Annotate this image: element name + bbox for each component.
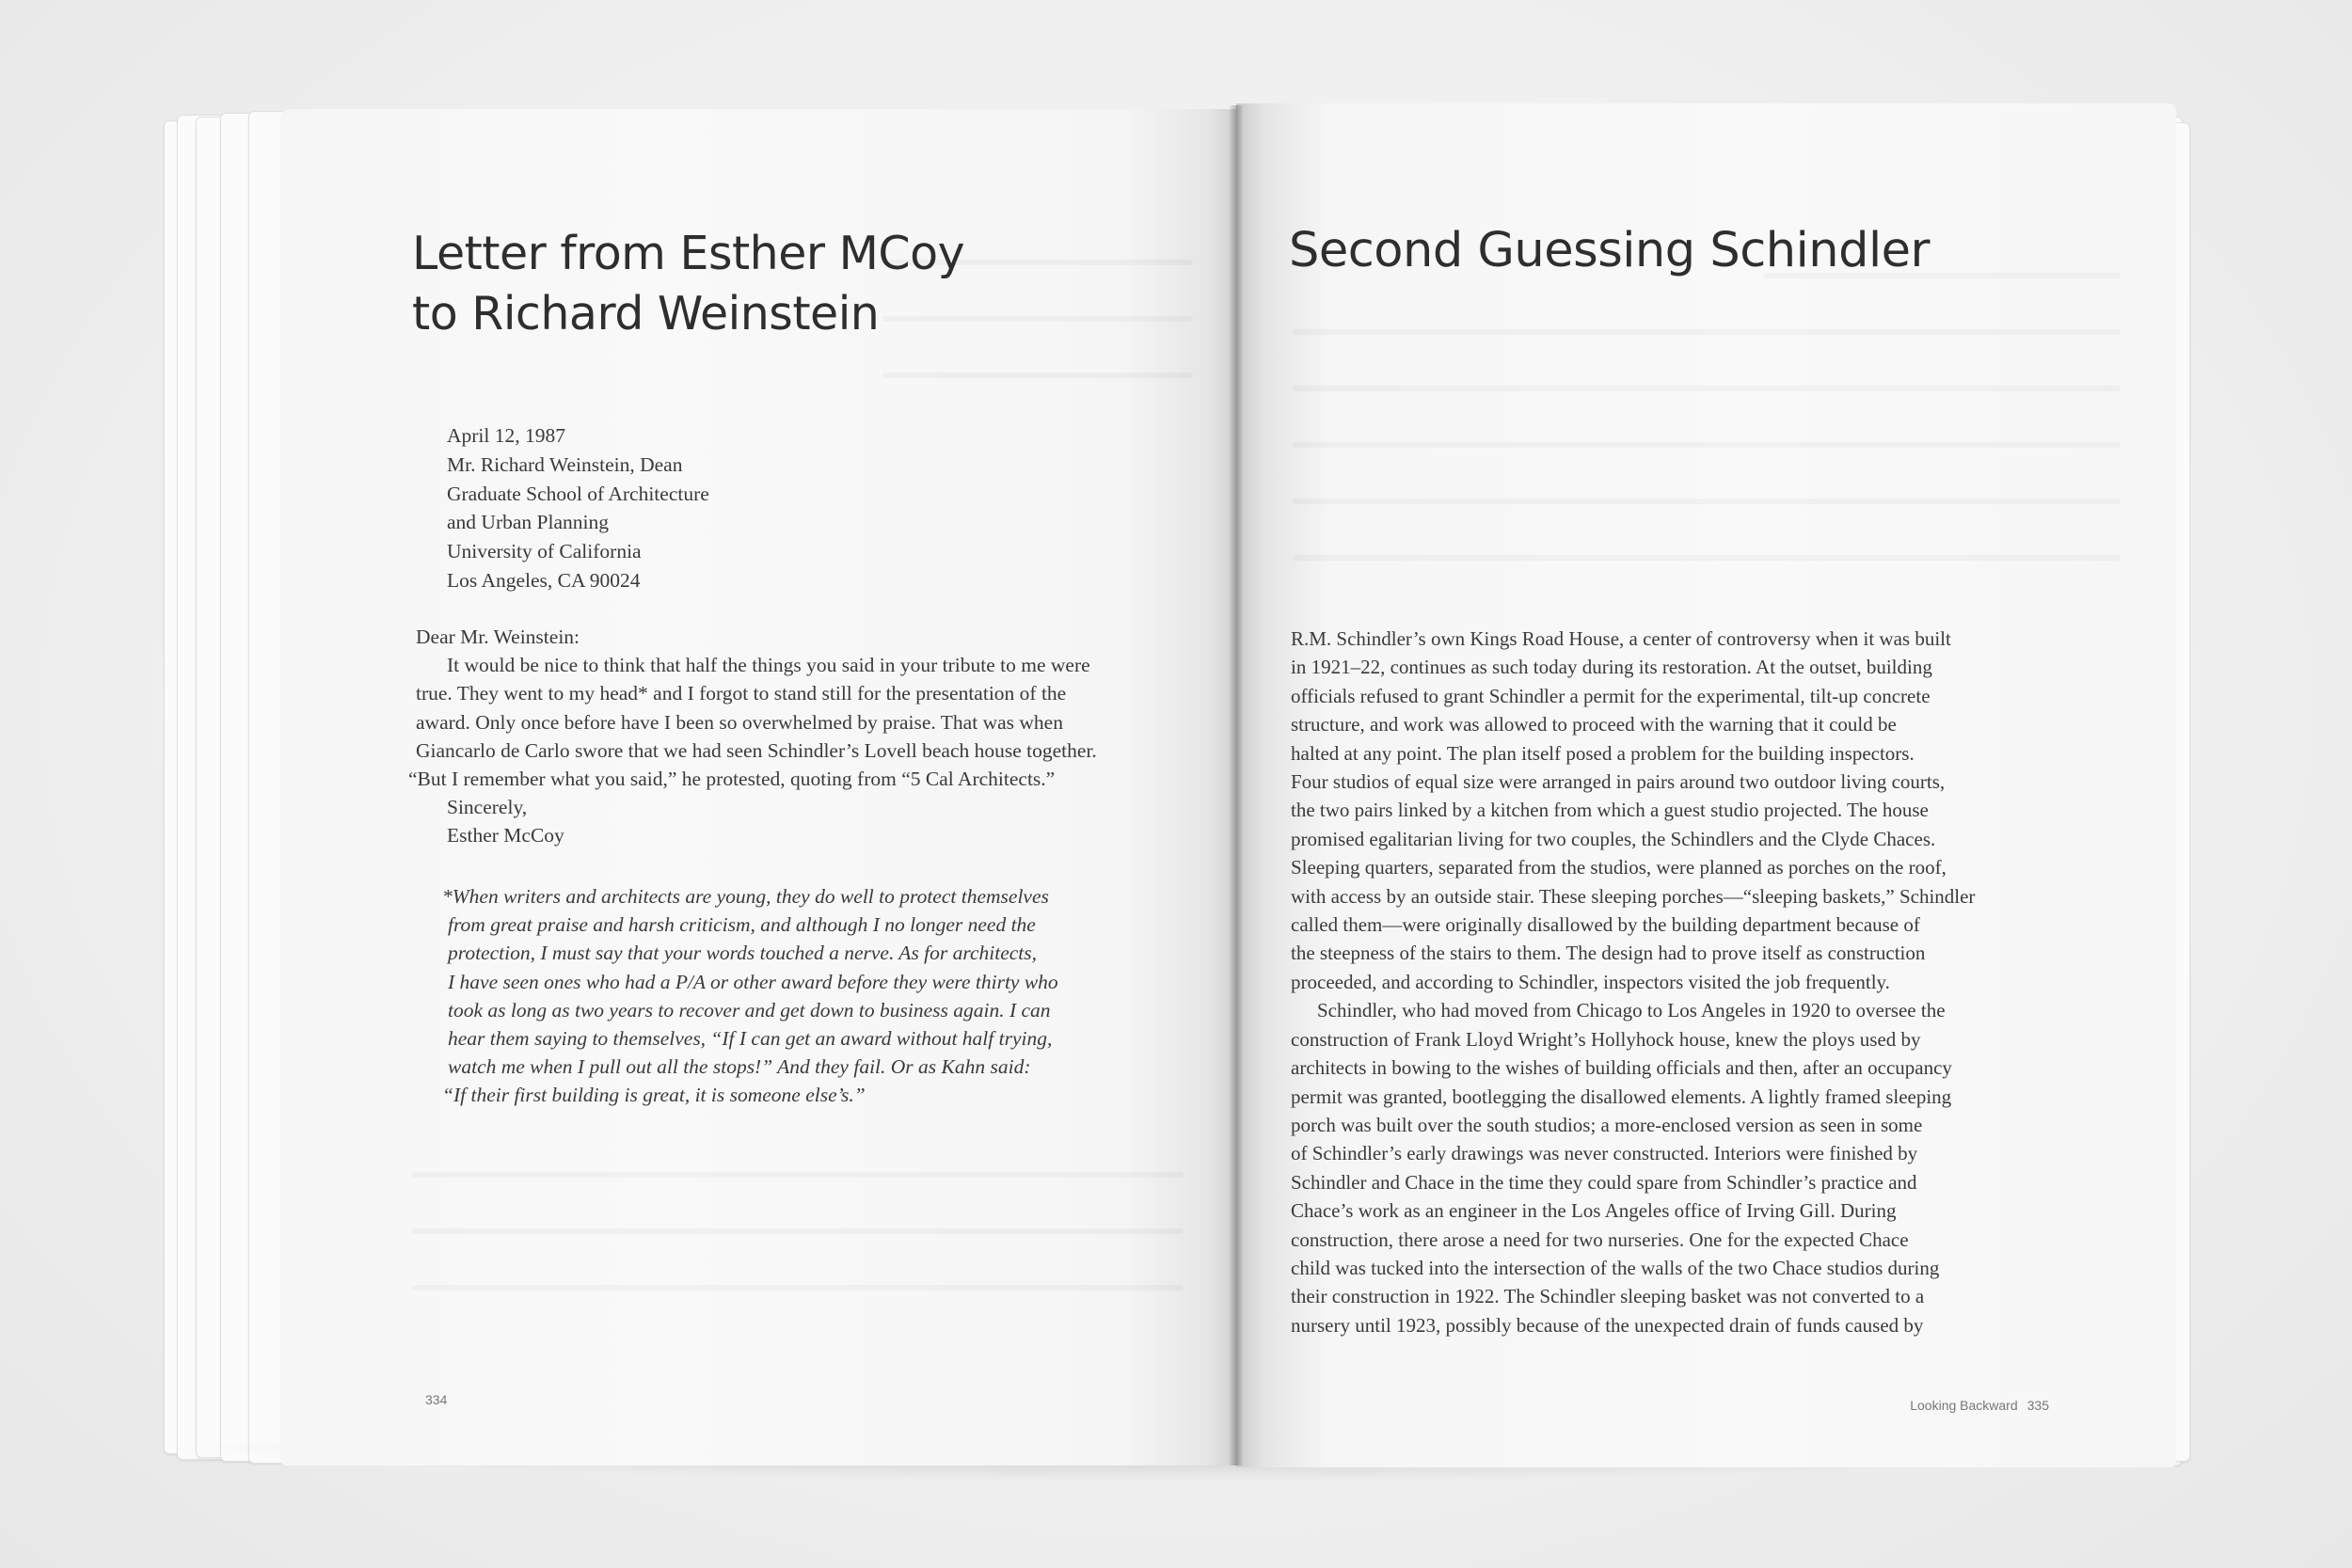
page-number-right: 335 xyxy=(2026,1398,2049,1413)
signature: Esther McCoy xyxy=(447,824,564,847)
footnote-line: “If their first building is great, it is someone else’s.” xyxy=(442,1084,866,1107)
essay-line: in 1921–22, continues as such today during its restoration. At the outset, building xyxy=(1291,656,1932,679)
letter-title-line: Letter from Esther MCoy xyxy=(412,227,965,280)
essay-line: permit was granted, bootlegging the disallowed elements. A lightly framed sleeping xyxy=(1291,1085,1952,1108)
closing: Sincerely, xyxy=(447,796,528,819)
essay-line: Four studios of equal size were arranged in pairs around two outdoor living courts, xyxy=(1291,770,1946,794)
letter-title xyxy=(412,224,964,344)
footnote-line: *When writers and architects are young, they do well to protect themselves xyxy=(442,885,1049,908)
footnote-line: protection, I must say that your words touched a nerve. As for architects, xyxy=(448,942,1038,965)
essay-line: halted at any point. The plan itself posed a problem for the building inspectors. xyxy=(1291,741,1915,765)
essay-line: officials refused to grant Schindler a permit for the experimental, tilt-up concrete xyxy=(1291,684,1931,707)
letter-line: Giancarlo de Carlo swore that we had seen Schindler’s Lovell beach house together. xyxy=(416,738,1097,762)
essay-line: R.M. Schindler’s own Kings Road House, a center of controversy when it was built xyxy=(1291,627,1951,650)
address-line: University of California xyxy=(447,540,642,563)
footnote-line: I have seen ones who had a P/A or other award before they were thirty who xyxy=(448,970,1058,993)
essay-line: nursery until 1923, possibly because of the unexpected drain of funds caused by xyxy=(1291,1313,1924,1337)
salutation: Dear Mr. Weinstein: xyxy=(416,626,580,648)
essay-title: Second Guessing Schindler xyxy=(1289,223,1930,278)
essay-line: construction of Frank Lloyd Wright’s Hollyhock house, knew the ploys used by xyxy=(1291,1027,1921,1051)
essay-line: called them—were originally disallowed by the building department because of xyxy=(1291,913,1920,937)
address-line: Los Angeles, CA 90024 xyxy=(447,568,641,592)
book-gutter xyxy=(1229,105,1244,1465)
essay-line: architects in bowing to the wishes of building officials and then, after an occupancy xyxy=(1291,1056,1952,1080)
right-page xyxy=(1236,103,2176,1467)
essay-line: proceeded, and according to Schindler, inspectors visited the job frequently. xyxy=(1291,970,1890,993)
footnote-line: from great praise and harsh criticism, and although I no longer need the xyxy=(448,913,1036,937)
letter-title-line: to Richard Weinstein xyxy=(412,287,880,341)
left-page xyxy=(280,109,1236,1465)
letter-body xyxy=(408,623,1097,850)
essay-line: Sleeping quarters, separated from the studios, were planned as porches on the roof, xyxy=(1291,856,1947,879)
letter-line: true. They went to my head* and I forgot to stand still for the presentation of the xyxy=(416,682,1067,705)
footnote-line: watch me when I pull out all the stops!” And they fail. Or as Kahn said: xyxy=(448,1055,1031,1079)
essay-line: child was tucked into the intersection of the walls of the two Chace studios during xyxy=(1291,1256,1940,1279)
footnote-line: hear them saying to themselves, “If I can get an award without half trying, xyxy=(448,1027,1053,1051)
address-line: Mr. Richard Weinstein, Dean xyxy=(447,452,683,476)
essay-line: their construction in 1922. The Schindler sleeping basket was not converted to a xyxy=(1291,1285,1925,1308)
essay-body xyxy=(1291,625,1975,1339)
essay-line: porch was built over the south studios; a more-enclosed version as seen in some xyxy=(1291,1113,1923,1136)
letter-line: award. Only once before have I been so overwhelmed by praise. That was when xyxy=(416,710,1063,734)
address-line: Graduate School of Architecture xyxy=(447,482,709,505)
essay-line: construction, there arose a need for two nurseries. One for the expected Chace xyxy=(1291,1227,1909,1251)
essay-line: of Schindler’s early drawings was never constructed. Interiors were finished by xyxy=(1291,1142,1918,1165)
footnote-line: took as long as two years to recover and get down to business again. I can xyxy=(448,998,1051,1022)
letter-line: “But I remember what you said,” he protested, quoting from “5 Cal Architects.” xyxy=(408,768,1056,791)
essay-line: Chace’s work as an engineer in the Los Angeles office of Irving Gill. During xyxy=(1291,1199,1897,1223)
essay-line: promised egalitarian living for two couples, the Schindlers and the Clyde Chaces. xyxy=(1291,827,1936,850)
address-line: and Urban Planning xyxy=(447,511,609,534)
letter-line: It would be nice to think that half the things you said in your tribute to me were xyxy=(447,654,1090,677)
page-edges-left xyxy=(164,111,295,1462)
address-block xyxy=(447,421,709,595)
essay-line: the two pairs linked by a kitchen from which a guest studio projected. The house xyxy=(1291,799,1929,822)
essay-line: Schindler and Chace in the time they could spare from Schindler’s practice and xyxy=(1291,1170,1917,1194)
address-line: April 12, 1987 xyxy=(447,424,566,447)
essay-line: with access by an outside stair. These sleeping porches—“sleeping baskets,” Schindler xyxy=(1291,884,1976,908)
essay-line: the steepness of the stairs to them. The design had to prove itself as construction xyxy=(1291,942,1926,965)
page-number-left: 334 xyxy=(425,1392,448,1407)
folio-right xyxy=(1910,1398,2049,1413)
running-head: Looking Backward xyxy=(1910,1398,2018,1413)
essay-line: Schindler, who had moved from Chicago to Los Angeles in 1920 to oversee the xyxy=(1317,999,1946,1022)
essay-line: structure, and work was allowed to proceed with the warning that it could be xyxy=(1291,713,1897,736)
footnote xyxy=(442,882,1058,1110)
